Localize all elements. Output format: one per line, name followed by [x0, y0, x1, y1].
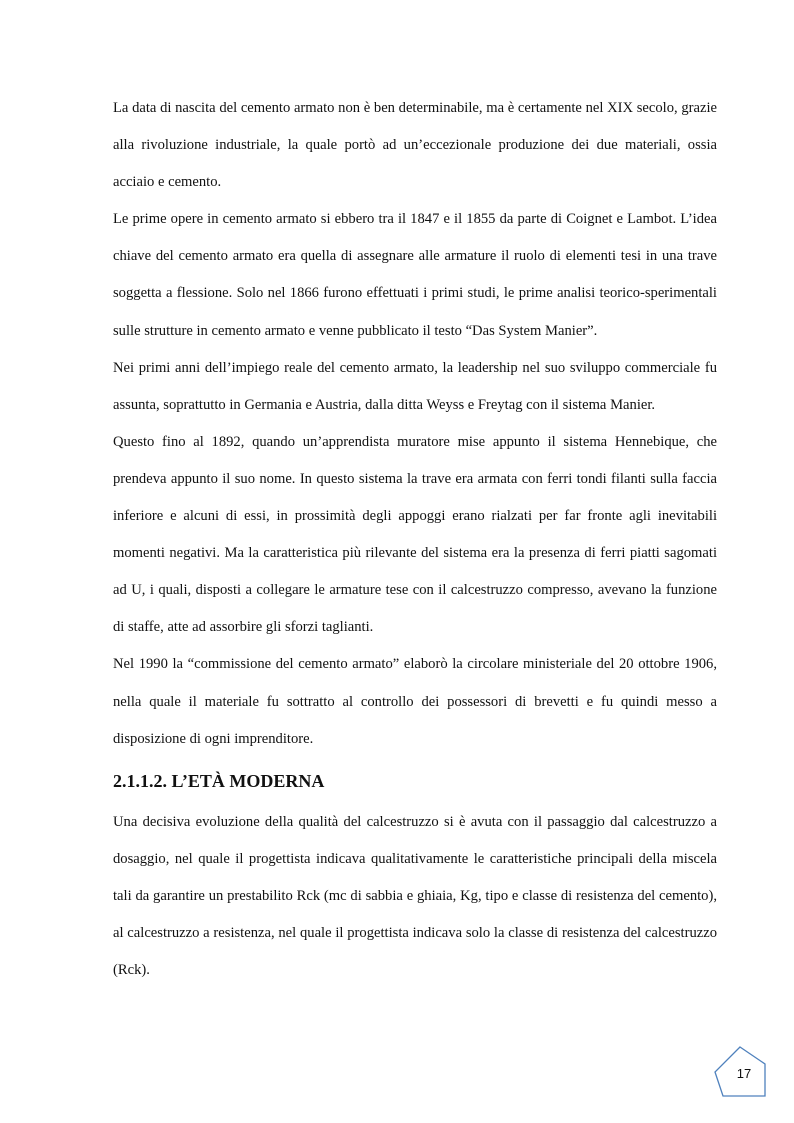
page-number-badge [714, 1046, 766, 1098]
page-number: 17 [736, 1066, 752, 1081]
page-body [113, 90, 717, 989]
paragraph-commission: Nel 1990 la “commissione del cemento armato” elaborò la circolare ministeriale del 20 ottobre 1906, nella quale il materiale fu sottratto al controllo dei possessori di brevetti e fu quindi messo a disposizione di ogni imprenditore. [113, 656, 717, 747]
paragraph-early-works: Le prime opere in cemento armato si ebbero tra il 1847 e il 1855 da parte di Coignet e Lambot. L’idea chiave del cemento armato era quella di assegnare alle armature il ruolo di elementi tesi in una trave soggetta a flessione. Solo nel 1866 furono effettuati i primi studi, le prime analisi teorico-sperimentali sulle strutture in cemento armato e venne pubblicato il testo “Das System Manier”. [113, 211, 717, 339]
section-heading: 2.1.1.2. L’ETÀ MODERNA [113, 770, 325, 791]
paragraph-origins: La data di nascita del cemento armato non è ben determinabile, ma è certamente nel XIX secolo, grazie alla rivoluzione industriale, la quale portò ad un’eccezionale produzione dei due materiali, ossia acciaio e cemento. [113, 100, 717, 191]
paragraph-leadership: Nei primi anni dell’impiego reale del cemento armato, la leadership nel suo sviluppo commerciale fu assunta, soprattutto in Germania e Austria, dalla ditta Weyss e Freytag con il sistema Manier. [113, 359, 717, 413]
paragraph-hennebique: Questo fino al 1892, quando un’apprendista muratore mise appunto il sistema Hennebique, che prendeva appunto il suo nome. In questo sistema la trave era armata con ferri tondi filanti sulla faccia inferiore e alcuni di essi, in prossimità degli appoggi erano rialzati per far fronte agli inevitabili momenti negativi. Ma la caratteristica più rilevante del sistema era la presenza di ferri piatti sagomati ad U, i quali, disposti a collegare le armature tese con il calcestruzzo compresso, avevano la funzione di staffe, atte ad assorbire gli sforzi taglianti. [113, 433, 717, 636]
paragraph-modern-era: Una decisiva evoluzione della qualità del calcestruzzo si è avuta con il passaggio dal calcestruzzo a dosaggio, nel quale il progettista indicava qualitativamente le caratteristiche principali della miscela tali da garantire un prestabilito Rck (mc di sabbia e ghiaia, Kg, tipo e classe di resistenza del cemento), al calcestruzzo a resistenza, nel quale il progettista indicava solo la classe di resistenza del calcestruzzo (Rck). [113, 813, 717, 979]
